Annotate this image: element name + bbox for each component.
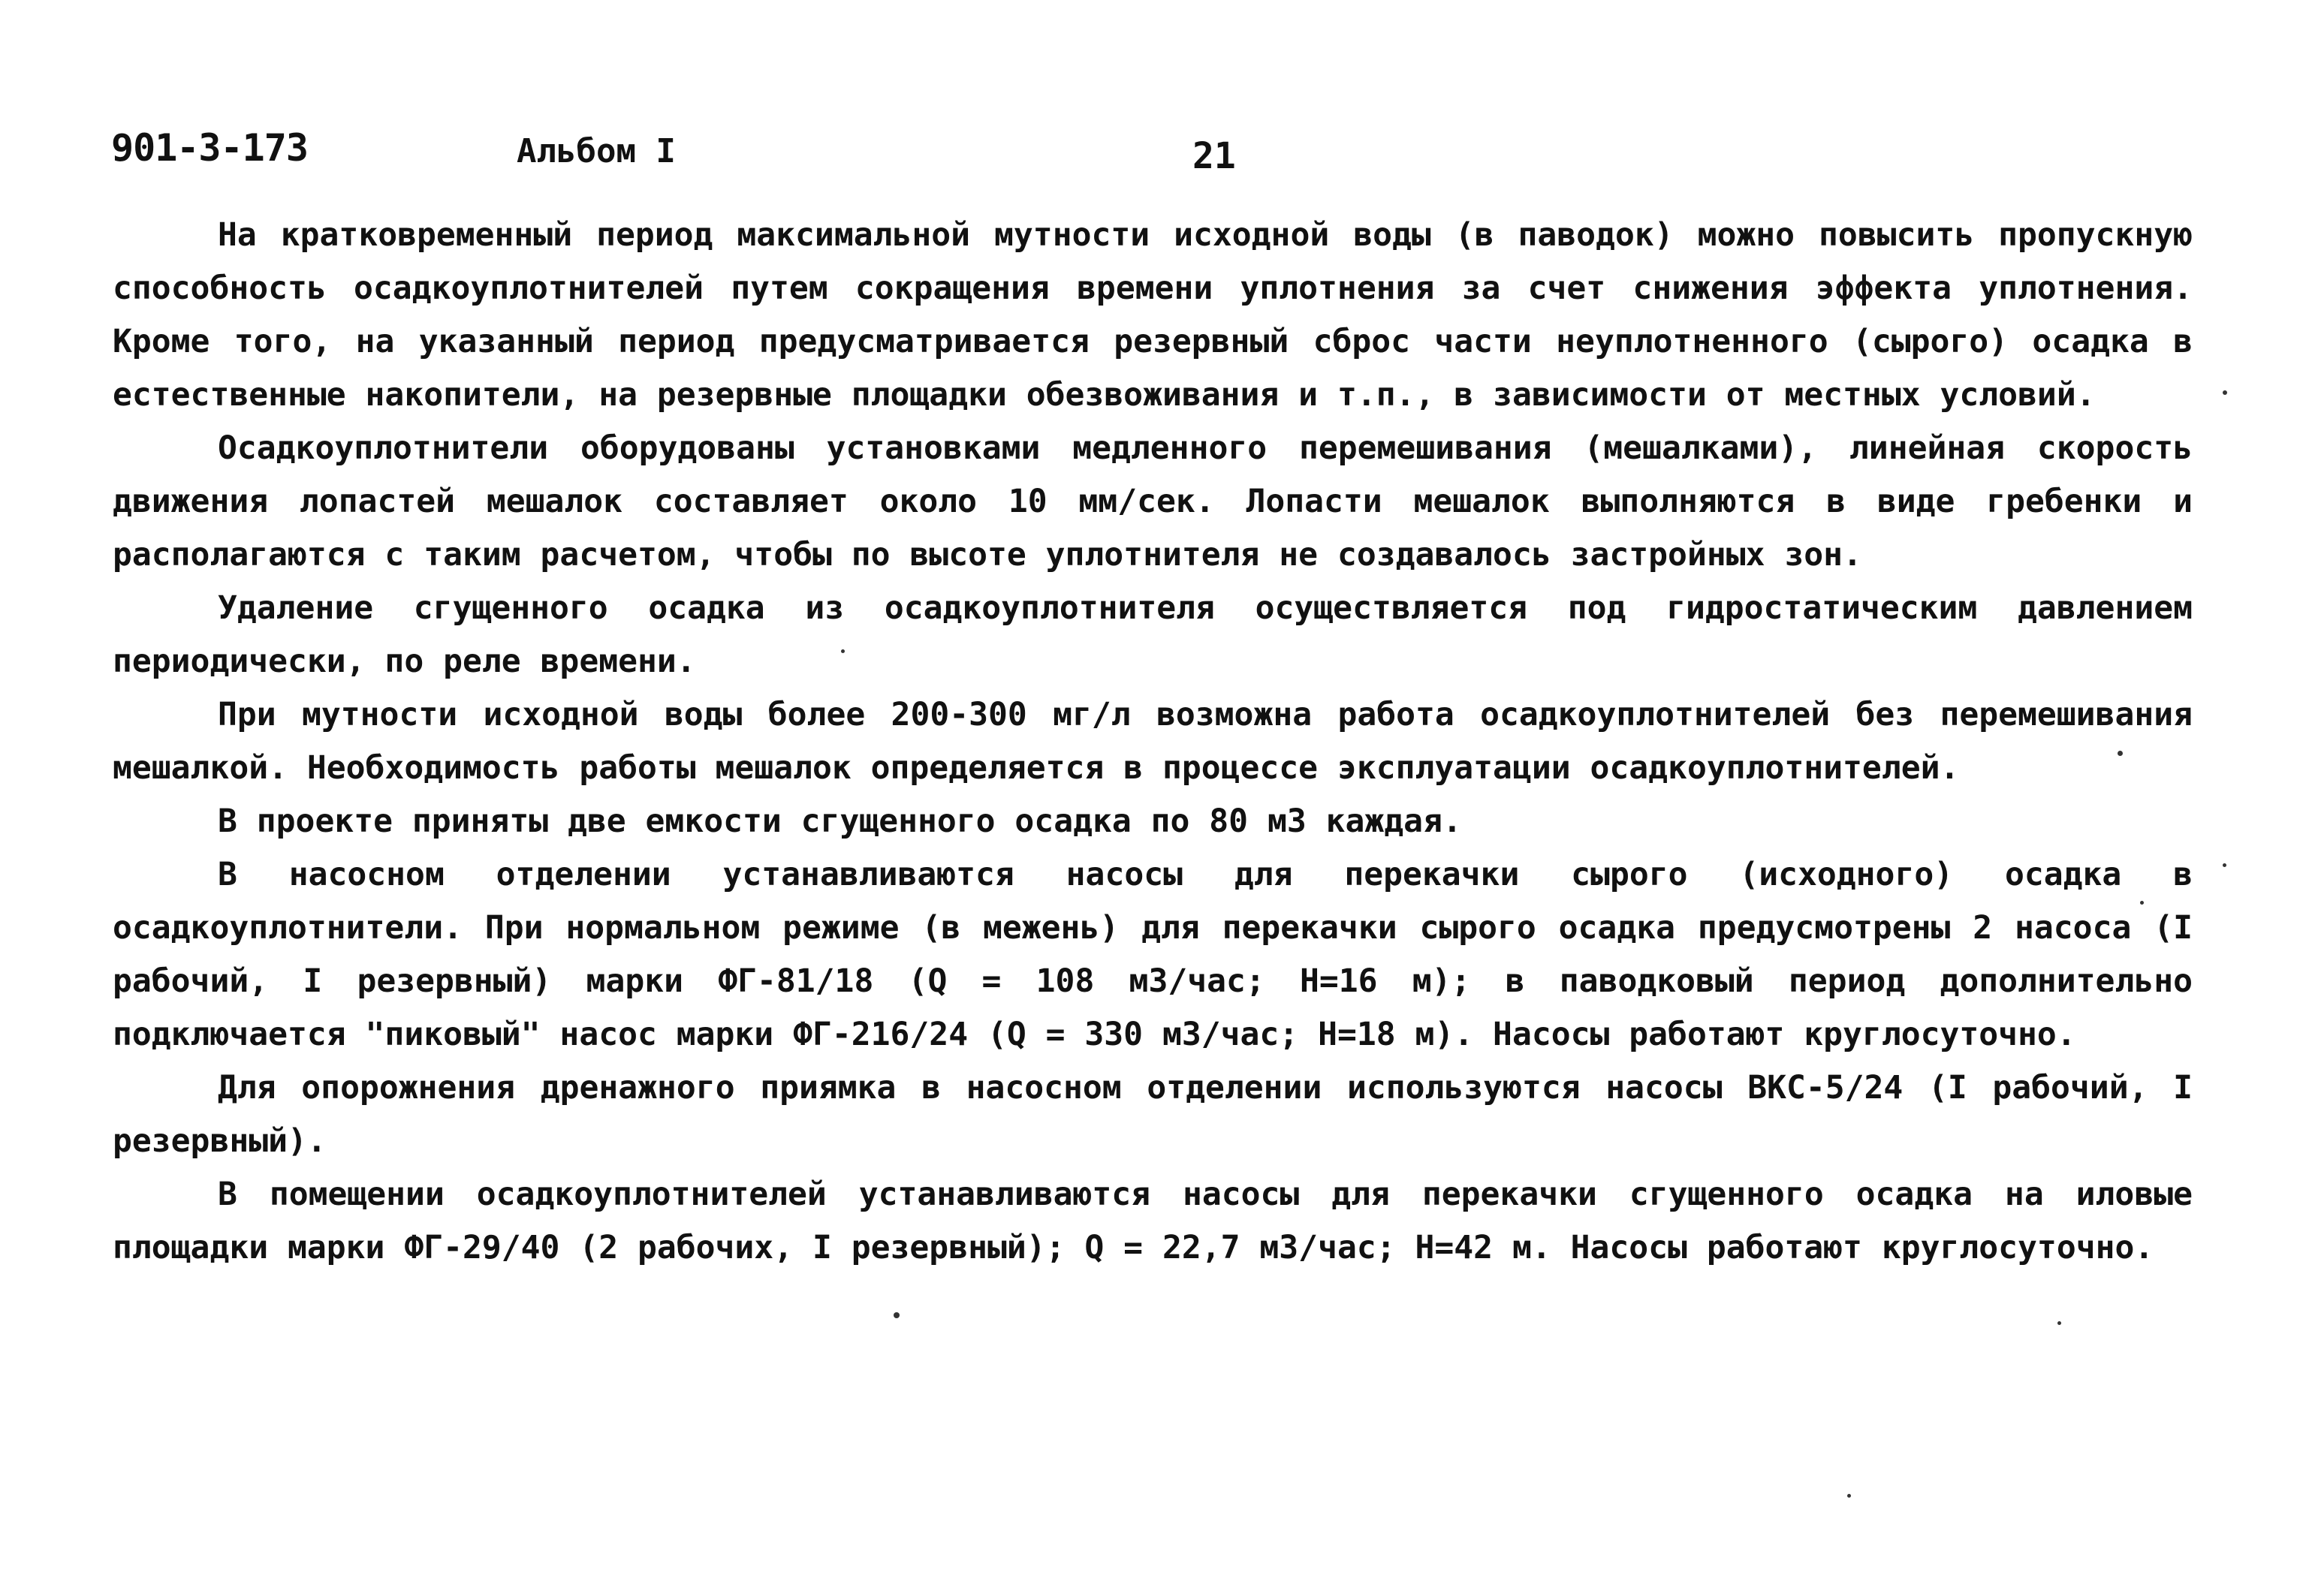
paragraph-raw-sludge-pumps: В насосном отделении устанавливаются насосы для перекачки сырого (исходного) осадка в осадкоуплотнители. При нормальном режиме (в межень) для перекачки сырого осадка предусмотрены 2 насоса (I рабочий, I резервный) марки ФГ-81/18 (Q = 108 м3/час; Н=16 м); в паводковый период дополнительно подключается "пиковый" насос марки ФГ-216/24 (Q = 330 м3/час; Н=18 м). Насосы работают круглосуточно. [113, 856, 2193, 1053]
scan-speck [2223, 863, 2226, 867]
paragraph-turbidity-threshold: При мутности исходной воды более 200-300 мг/л возможна работа осадкоуплотнителей без перемешивания мешалкой. Необходимость работы мешалок определяется в процессе эксплуатации осадкоуплотнителей. [113, 696, 2193, 787]
paragraph-mixers: Осадкоуплотнители оборудованы установками медленного перемешивания (мешалками), линейная скорость движения лопастей мешалок составляет около 10 мм/сек. Лопасти мешалок выполняются в виде гребенки и располагаются с таким расчетом, чтобы по высоте уплотнителя не создавалось застройных зон. [113, 429, 2193, 574]
scan-speck [2140, 901, 2144, 905]
page-number: 21 [1192, 135, 1236, 177]
scan-speck [894, 1312, 900, 1318]
scan-speck [841, 649, 845, 653]
paragraph-drainage-pumps: Для опорожнения дренажного приямка в насосном отделении используются насосы ВКС-5/24 (I рабочий, I резервный). [113, 1069, 2193, 1160]
body-text [113, 209, 2193, 1275]
scan-speck [2057, 1321, 2061, 1325]
page-header [111, 120, 2214, 188]
album-label: Альбом I [517, 132, 676, 170]
paragraph-high-turbidity: На кратковременный период максимальной мутности исходной воды (в паводок) можно повысить пропускную способность осадкоуплотнителей путем сокращения времени уплотнения за счет снижения эффекта уплотнения. Кроме того, на указанный период предусматривается резервный сброс части неуплотненного (сырого) осадка в естественные накопители, на резервные площадки обезвоживания и т.п., в зависимости от местных условий. [113, 216, 2193, 414]
paragraph-thickened-sludge-pumps: В помещении осадкоуплотнителей устанавливаются насосы для перекачки сгущенного осадка на иловые площадки марки ФГ-29/40 (2 рабочих, I резервный); Q = 22,7 м3/час; Н=42 м. Насосы работают круглосуточно. [113, 1176, 2193, 1266]
scan-speck [1847, 1494, 1851, 1498]
document-code: 901-3-173 [111, 126, 308, 170]
paragraph-tanks: В проекте приняты две емкости сгущенного осадка по 80 м3 каждая. [218, 803, 1462, 840]
scan-speck [2223, 390, 2227, 395]
paragraph-sludge-removal: Удаление сгущенного осадка из осадкоуплотнителя осуществляется под гидростатическим давлением периодически, по реле времени. [113, 589, 2193, 680]
scan-speck [2118, 751, 2123, 756]
